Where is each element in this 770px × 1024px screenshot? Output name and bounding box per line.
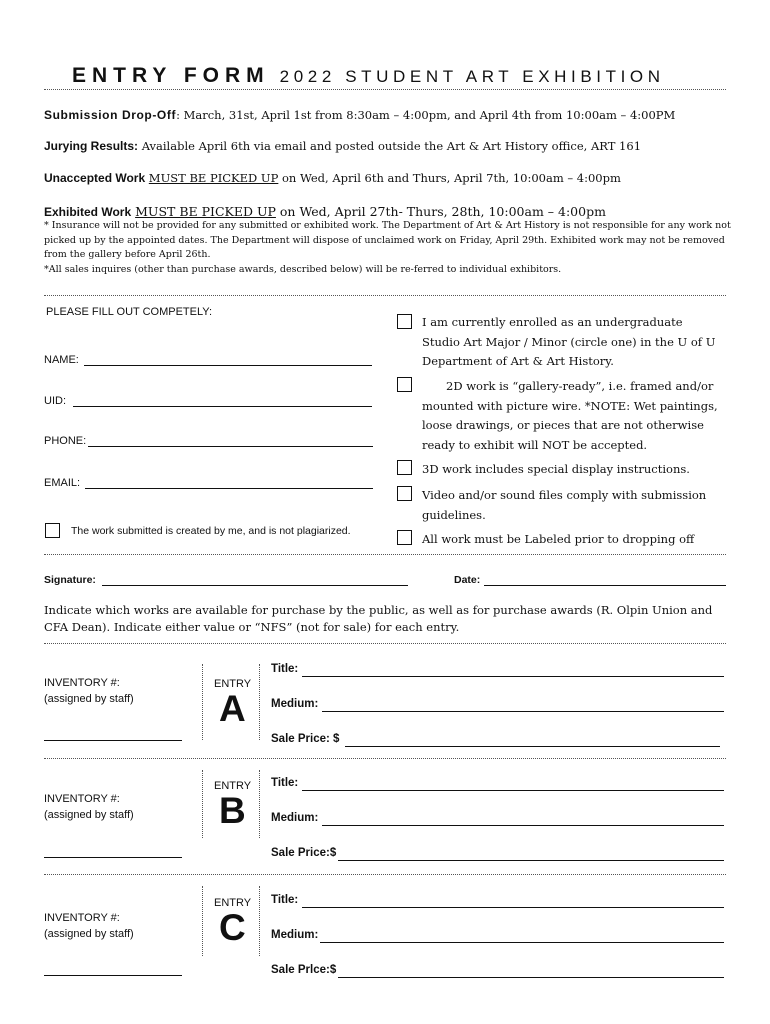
email-label: EMAIL: — [44, 477, 81, 489]
medium-field[interactable] — [320, 942, 724, 943]
divider — [44, 89, 726, 90]
inventory-field[interactable] — [44, 740, 182, 741]
inventory-label: INVENTORY #: — [44, 912, 120, 924]
enrolled-text: I am currently enrolled as an undergraduate Studio Art Major / Minor (circle one) in the U of U Department of Art & Art History. — [422, 315, 716, 368]
labeled-text: All work must be Labeled prior to dropping off — [422, 532, 695, 546]
enrolled-checkbox[interactable] — [397, 314, 412, 329]
entry-label: ENTRY — [214, 780, 252, 792]
exhibited-line — [44, 204, 606, 219]
plagiarism-label: The work submitted is created by me, and is not plagiarized. — [71, 525, 351, 537]
plagiarism-checkbox[interactable] — [45, 523, 60, 538]
date-label: Date: — [454, 574, 481, 586]
labeled-checkbox[interactable] — [397, 530, 412, 545]
unaccepted-line — [44, 171, 621, 185]
price-label: Sale Prlce:$ — [271, 964, 337, 976]
jurying-label: Jurying Results: — [44, 139, 139, 153]
form-heading: PLEASE FILL OUT COMPETELY: — [46, 306, 213, 318]
price-field[interactable] — [345, 746, 720, 747]
title-label: Title: — [271, 894, 299, 906]
entry-separator — [202, 770, 203, 838]
title-field[interactable] — [302, 790, 724, 791]
uid-label: UID: — [44, 395, 66, 407]
dropoff-line — [44, 108, 675, 122]
uid-field[interactable] — [73, 406, 372, 407]
entry-separator — [259, 886, 260, 956]
display-instructions-text: 3D work includes special display instructions. — [422, 462, 690, 476]
name-label: NAME: — [44, 354, 79, 366]
dropoff-text: : March, 31st, April 1st from 8:30am – 4:00pm, and April 4th from 10:00am – 4:00PM — [176, 108, 676, 122]
medium-label: Medium: — [271, 812, 319, 824]
exhibited-must: MUST BE PICKED UP — [135, 204, 276, 219]
entry-separator — [259, 770, 260, 838]
assigned-label: (assigned by staff) — [44, 928, 134, 940]
purchase-note: Indicate which works are available for purchase by the public, as well as for purchase awards (R. Olpin Union and CFA Dean). Indicate either value or “NFS” (not for sale) for each entry. — [44, 603, 713, 634]
name-field[interactable] — [84, 365, 372, 366]
entry-letter: C — [219, 907, 246, 948]
inventory-field[interactable] — [44, 975, 182, 976]
form-title — [72, 64, 665, 88]
title-label: Title: — [271, 777, 299, 789]
email-field[interactable] — [85, 488, 373, 489]
divider — [44, 874, 726, 875]
signature-field[interactable] — [102, 585, 408, 586]
unaccepted-label: Unaccepted Work — [44, 171, 146, 185]
jurying-text: Available April 6th via email and posted outside the Art & Art History office, ART 161 — [141, 139, 642, 153]
assigned-label: (assigned by staff) — [44, 809, 134, 821]
assigned-label: (assigned by staff) — [44, 693, 134, 705]
entry-separator — [202, 664, 203, 740]
medium-label: Medium: — [271, 929, 319, 941]
inventory-label: INVENTORY #: — [44, 793, 120, 805]
dropoff-label: Submission Drop-Off — [44, 108, 177, 122]
inventory-block — [44, 791, 134, 823]
phone-label: PHONE: — [44, 435, 87, 447]
medium-field[interactable] — [322, 711, 724, 712]
exhibited-label: Exhibited Work — [44, 205, 132, 219]
title-main: ENTRY FORM — [72, 64, 270, 87]
entry-separator — [202, 886, 203, 956]
unaccepted-text: on Wed, April 6th and Thurs, April 7th, 10:00am – 4:00pm — [282, 171, 621, 185]
inventory-block — [44, 675, 134, 707]
medium-field[interactable] — [322, 825, 724, 826]
display-instructions-checkbox[interactable] — [397, 460, 412, 475]
signature-label: Signature: — [44, 574, 96, 586]
inventory-block — [44, 910, 134, 942]
divider — [44, 554, 726, 555]
entry-label: ENTRY — [214, 678, 252, 690]
media-files-text: Video and/or sound files comply with submission guidelines. — [422, 488, 707, 522]
title-sub: 2022 STUDENT ART EXHIBITION — [279, 67, 665, 86]
exhibited-text: on Wed, April 27th- Thurs, 28th, 10:00am – 4:00pm — [279, 204, 606, 219]
inventory-field[interactable] — [44, 857, 182, 858]
jurying-line — [44, 139, 641, 153]
phone-field[interactable] — [88, 446, 373, 447]
gallery-ready-text: 2D work is “gallery-ready”, i.e. framed and/or mounted with picture wire. *NOTE: Wet paintings, loose drawings, or pieces that are not otherwise ready to exhibit will NOT be accepted. — [422, 379, 718, 452]
divider — [44, 643, 726, 644]
price-field[interactable] — [338, 860, 724, 861]
media-files-checkbox[interactable] — [397, 486, 412, 501]
divider — [44, 758, 726, 759]
entry-letter: B — [219, 790, 246, 831]
sales-note: *All sales inquires (other than purchase awards, described below) will be re-ferred to individual exhibitors. — [44, 264, 562, 275]
date-field[interactable] — [484, 585, 726, 586]
insurance-note: * Insurance will not be provided for any submitted or exhibited work. The Department of Art & Art History is not responsible for any work not picked up by the appointed dates. The Department will dispose of unclaimed work on Friday, April 29th. Exhibited work may not be removed from the gallery before April 26th. — [44, 220, 731, 260]
title-field[interactable] — [302, 907, 724, 908]
price-label: Sale Price:$ — [271, 847, 337, 859]
inventory-label: INVENTORY #: — [44, 677, 120, 689]
gallery-ready-checkbox[interactable] — [397, 377, 412, 392]
entry-separator — [259, 664, 260, 740]
title-label: Title: — [271, 663, 299, 675]
medium-label: Medium: — [271, 698, 319, 710]
entry-label: ENTRY — [214, 897, 252, 909]
divider — [44, 295, 726, 296]
price-label: Sale Price: $ — [271, 733, 340, 745]
entry-letter: A — [219, 688, 246, 729]
unaccepted-must: MUST BE PICKED UP — [148, 171, 279, 185]
price-field[interactable] — [338, 977, 724, 978]
title-field[interactable] — [302, 676, 724, 677]
